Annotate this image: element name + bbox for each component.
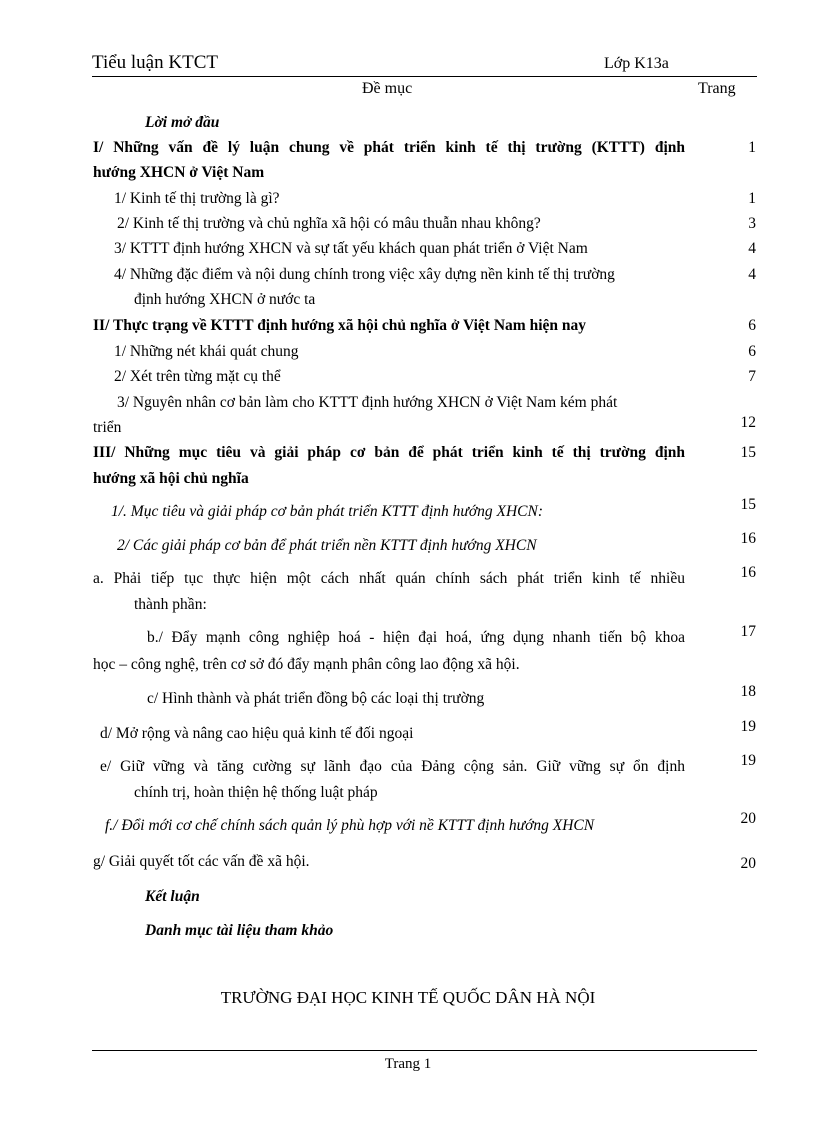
toc-entry-page: 3 bbox=[748, 215, 756, 232]
toc-entry-page: 20 bbox=[740, 855, 756, 872]
toc-entry-label: Danh mục tài liệu tham khảo bbox=[145, 922, 334, 939]
toc-entry-label: Kết luận bbox=[145, 888, 200, 905]
toc-entry-page: 7 bbox=[748, 368, 756, 385]
toc-entry-page: 19 bbox=[740, 718, 756, 735]
header-doc-title: Tiểu luận KTCT bbox=[92, 52, 218, 73]
toc-entry-label: 4/ Những đặc điểm và nội dung chính trong việc xây dựng nền kinh tế thị trường bbox=[114, 266, 615, 283]
toc-entry-label: II/ Thực trạng về KTTT định hướng xã hội chủ nghĩa ở Việt Nam hiện nay bbox=[93, 317, 586, 334]
toc-entry-label: f./ Đổi mới cơ chế chính sách quản lý phù hợp với nề KTTT định hướng XHCN bbox=[105, 817, 595, 834]
toc-entry-label-cont: hướng xã hội chủ nghĩa bbox=[93, 470, 249, 487]
toc-entry-page: 4 bbox=[748, 266, 756, 283]
school-name: TRƯỜNG ĐẠI HỌC KINH TẾ QUỐC DÂN HÀ NỘI bbox=[220, 988, 596, 1007]
toc-entry-page: 4 bbox=[748, 240, 756, 257]
toc-entry-label-cont: triển bbox=[93, 419, 122, 436]
toc-entry-label: 3/ Nguyên nhân cơ bản làm cho KTTT định hướng XHCN ở Việt Nam kém phát bbox=[117, 394, 618, 411]
toc-entry-label: III/ Những mục tiêu và giải pháp cơ bản để phát triển kinh tế thị trường định bbox=[93, 444, 685, 461]
footer-rule bbox=[92, 1050, 757, 1051]
toc-entry-page: 1 bbox=[748, 190, 756, 207]
toc-entry-page: 12 bbox=[740, 414, 756, 431]
toc-entry-label: e/ Giữ vững và tăng cường sự lãnh đạo của Đảng cộng sản. Giữ vững sự ổn định bbox=[100, 758, 685, 775]
toc-entry-label: 1/ Những nét khái quát chung bbox=[114, 343, 299, 360]
toc-entry-label: b./ Đẩy mạnh công nghiệp hoá - hiện đại hoá, ứng dụng nhanh tiến bộ khoa bbox=[147, 629, 685, 646]
toc-entry-label: c/ Hình thành và phát triển đồng bộ các loại thị trường bbox=[147, 690, 485, 707]
toc-entry-label: 1/. Mục tiêu và giải pháp cơ bản phát triển KTTT định hướng XHCN: bbox=[111, 503, 544, 520]
toc-entry-page: 20 bbox=[740, 810, 756, 827]
toc-entry-page: 16 bbox=[740, 564, 756, 581]
toc-entry-page: 17 bbox=[740, 623, 756, 640]
page-number: Trang 1 bbox=[384, 1056, 432, 1072]
header-rule bbox=[92, 76, 757, 77]
toc-entry-label-cont: hướng XHCN ở Việt Nam bbox=[93, 164, 265, 181]
toc-entry-label: I/ Những vấn đề lý luận chung về phát triển kinh tế thị trường (KTTT) định bbox=[93, 139, 685, 156]
toc-entry-label: 3/ KTTT định hướng XHCN và sự tất yếu khách quan phát triển ở Việt Nam bbox=[114, 240, 588, 257]
toc-entry-page: 1 bbox=[748, 139, 756, 156]
toc-entry-label: 2/ Các giải pháp cơ bản để phát triển nền KTTT định hướng XHCN bbox=[117, 537, 537, 554]
toc-title: Đề mục bbox=[362, 80, 413, 97]
toc-entry-label-cont: chính trị, hoàn thiện hệ thống luật pháp bbox=[134, 784, 378, 801]
toc-entry-label: Lời mở đầu bbox=[145, 114, 220, 131]
toc-entry-label: a. Phải tiếp tục thực hiện một cách nhất quán chính sách phát triển kinh tế nhiều bbox=[93, 570, 685, 587]
toc-entry-label: d/ Mở rộng và nâng cao hiệu quả kinh tế đối ngoại bbox=[100, 725, 414, 742]
toc-entry-page: 6 bbox=[748, 343, 756, 360]
toc-entry-page: 15 bbox=[740, 496, 756, 513]
toc-entry-label-cont: học – công nghệ, trên cơ sở đó đẩy mạnh phân công lao động xã hội. bbox=[93, 656, 520, 673]
toc-entry-label: 2/ Kinh tế thị trường và chủ nghĩa xã hội có mâu thuẫn nhau không? bbox=[117, 215, 541, 232]
toc-entry-label-cont: định hướng XHCN ở nước ta bbox=[134, 291, 316, 308]
toc-entry-label: 2/ Xét trên từng mặt cụ thể bbox=[114, 368, 281, 385]
toc-page-column-title: Trang bbox=[698, 80, 736, 97]
toc-entry-page: 19 bbox=[740, 752, 756, 769]
toc-entry-page: 15 bbox=[740, 444, 756, 461]
toc-entry-page: 16 bbox=[740, 530, 756, 547]
toc-entry-page: 18 bbox=[740, 683, 756, 700]
toc-entry-label: g/ Giải quyết tốt các vấn đề xã hội. bbox=[93, 853, 310, 870]
toc-entry-label-cont: thành phần: bbox=[134, 596, 207, 613]
toc-entry-page: 6 bbox=[748, 317, 756, 334]
toc-entry-label: 1/ Kinh tế thị trường là gì? bbox=[114, 190, 280, 207]
header-class: Lớp K13a bbox=[604, 55, 669, 72]
